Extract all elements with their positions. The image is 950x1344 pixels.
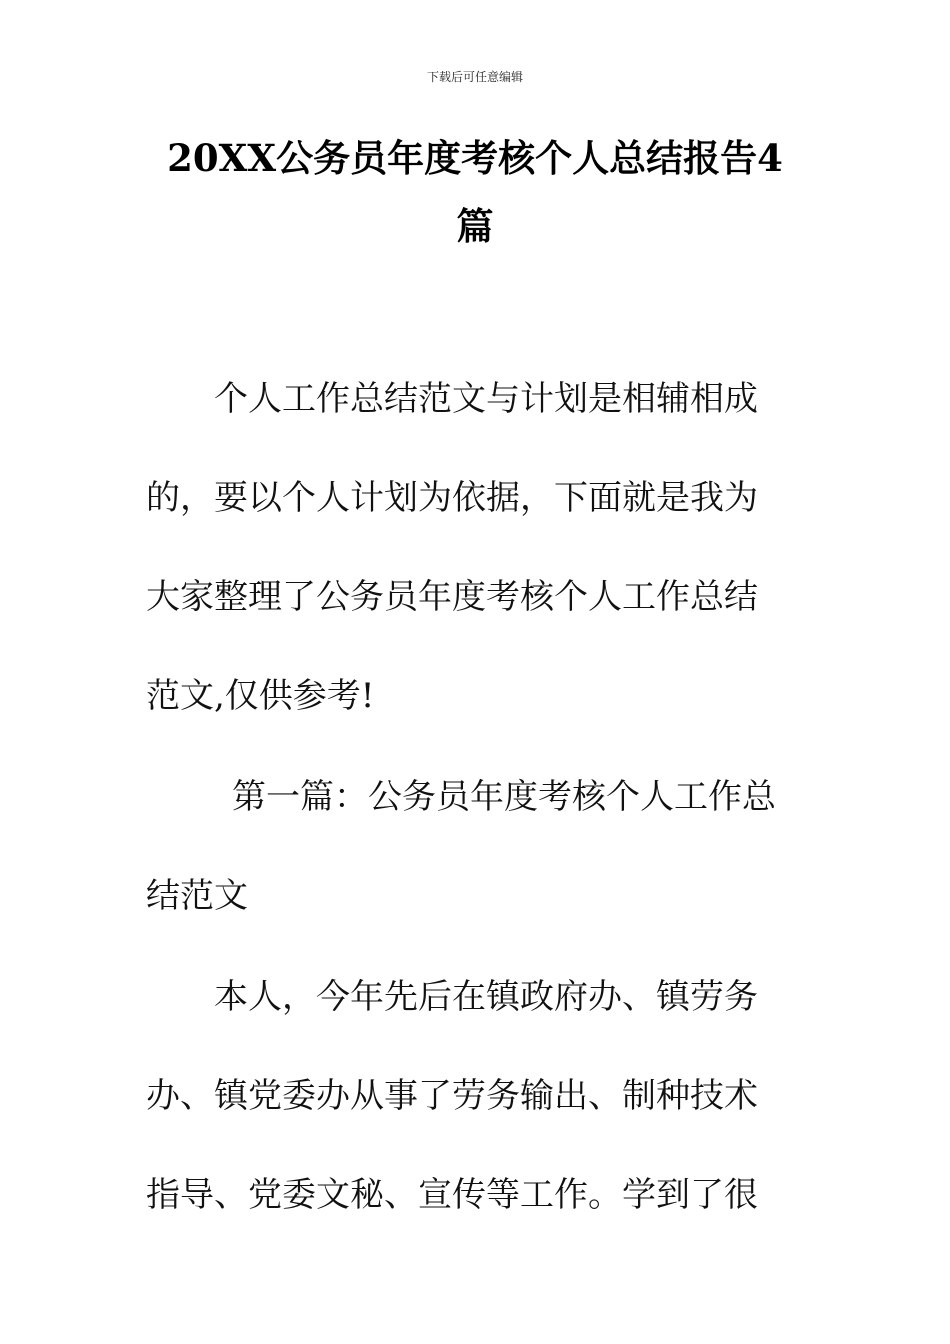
body-line: 办、镇党委办从事了劳务输出、制种技术 [146, 1076, 758, 1116]
body-line: 指导、党委文秘、宣传等工作。学到了很 [146, 1175, 758, 1215]
intro-paragraph [146, 350, 806, 746]
title-line-2: 篇 [456, 204, 494, 248]
intro-line: 的，要以个人计划为依据，下面就是我为 [146, 478, 758, 518]
body-line: 本人，今年先后在镇政府办、镇劳务 [214, 977, 758, 1017]
document-title [140, 124, 810, 260]
intro-line: 大家整理了公务员年度考核个人工作总结 [146, 577, 758, 617]
section-heading-line: 第一篇：公务员年度考核个人工作总 [232, 777, 776, 817]
intro-line: 个人工作总结范文与计划是相辅相成 [214, 379, 758, 419]
header-note: 下载后可任意编辑 [426, 70, 523, 84]
section-heading-line: 结范文 [146, 876, 248, 916]
body-paragraph [146, 948, 806, 1245]
section-heading [146, 748, 806, 946]
intro-line: 范文,仅供参考! [146, 676, 375, 716]
title-line-1: 20XX公务员年度考核个人总结报告4 [167, 136, 783, 180]
